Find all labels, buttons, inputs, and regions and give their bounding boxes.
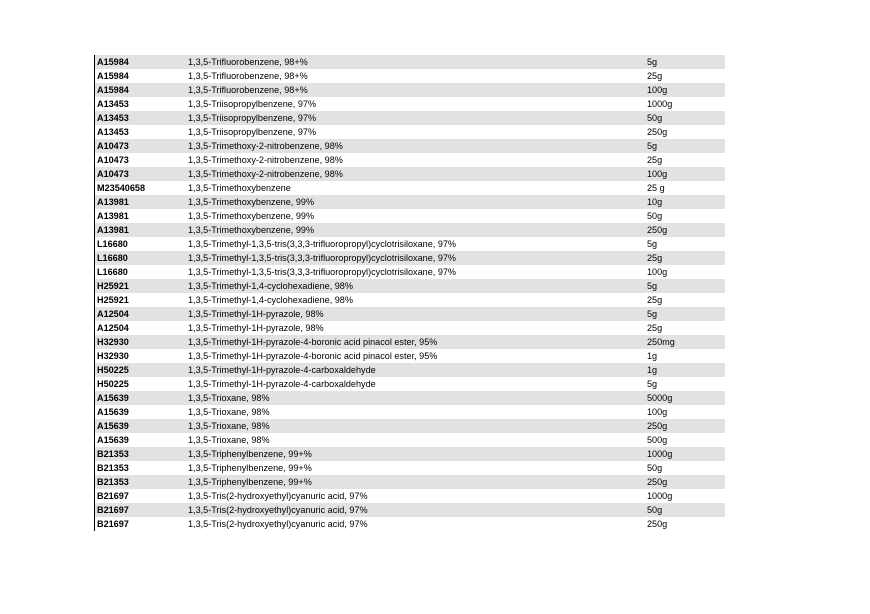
product-table	[94, 55, 725, 531]
product-name-cell: 1,3,5-Trifluorobenzene, 98+%	[188, 85, 308, 95]
product-name-cell: 1,3,5-Trifluorobenzene, 98+%	[188, 71, 308, 81]
table-row	[95, 335, 725, 349]
catalog-code-cell: L16680	[97, 253, 128, 263]
catalog-code-cell: A12504	[97, 309, 129, 319]
pack-size-cell: 5g	[647, 57, 658, 67]
pack-size-cell: 5g	[647, 141, 658, 151]
product-name-cell: 1,3,5-Trimethyl-1H-pyrazole-4-carboxaldehyde	[188, 379, 376, 389]
product-name-cell: 1,3,5-Trimethoxy-2-nitrobenzene, 98%	[188, 141, 343, 151]
catalog-code-cell: A15984	[97, 57, 129, 67]
product-name-cell: 1,3,5-Tris(2-hydroxyethyl)cyanuric acid, 97%	[188, 505, 368, 515]
product-name-cell: 1,3,5-Trioxane, 98%	[188, 435, 270, 445]
catalog-code-cell: A13453	[97, 127, 129, 137]
product-name-cell: 1,3,5-Trimethoxy-2-nitrobenzene, 98%	[188, 169, 343, 179]
table-row	[95, 517, 725, 531]
product-name-cell: 1,3,5-Trimethoxy-2-nitrobenzene, 98%	[188, 155, 343, 165]
catalog-code-cell: A12504	[97, 323, 129, 333]
catalog-code-cell: H50225	[97, 379, 129, 389]
table-row	[95, 489, 725, 503]
pack-size-cell: 5000g	[647, 393, 673, 403]
table-row	[95, 223, 725, 237]
table-row	[95, 475, 725, 489]
table-row	[95, 293, 725, 307]
pack-size-cell: 250g	[647, 421, 668, 431]
product-name-cell: 1,3,5-Tris(2-hydroxyethyl)cyanuric acid, 97%	[188, 519, 368, 529]
table-row	[95, 111, 725, 125]
product-name-cell: 1,3,5-Trimethyl-1,4-cyclohexadiene, 98%	[188, 295, 353, 305]
pack-size-cell: 50g	[647, 211, 663, 221]
catalog-code-cell: B21353	[97, 463, 129, 473]
product-name-cell: 1,3,5-Trimethoxybenzene, 99%	[188, 225, 315, 235]
pack-size-cell: 25g	[647, 253, 663, 263]
table-row	[95, 97, 725, 111]
product-name-cell: 1,3,5-Trioxane, 98%	[188, 393, 270, 403]
pack-size-cell: 25g	[647, 323, 663, 333]
product-name-cell: 1,3,5-Trioxane, 98%	[188, 407, 270, 417]
product-name-cell: 1,3,5-Trimethoxybenzene	[188, 183, 291, 193]
pack-size-cell: 1000g	[647, 449, 673, 459]
table-row	[95, 139, 725, 153]
pack-size-cell: 25g	[647, 295, 663, 305]
pack-size-cell: 50g	[647, 505, 663, 515]
catalog-code-cell: A13453	[97, 99, 129, 109]
table-row	[95, 433, 725, 447]
catalog-code-cell: A15639	[97, 421, 129, 431]
product-name-cell: 1,3,5-Triisopropylbenzene, 97%	[188, 113, 317, 123]
pack-size-cell: 25g	[647, 71, 663, 81]
table-row	[95, 195, 725, 209]
product-name-cell: 1,3,5-Trimethyl-1,3,5-tris(3,3,3-trifluoropropyl)cyclotrisiloxane, 97%	[188, 267, 457, 277]
catalog-code-cell: H25921	[97, 281, 129, 291]
table-row	[95, 125, 725, 139]
product-name-cell: 1,3,5-Trimethoxybenzene, 99%	[188, 197, 315, 207]
pack-size-cell: 25g	[647, 155, 663, 165]
pack-size-cell: 250g	[647, 127, 668, 137]
catalog-code-cell: A10473	[97, 141, 129, 151]
product-name-cell: 1,3,5-Trimethyl-1H-pyrazole-4-boronic acid pinacol ester, 95%	[188, 351, 438, 361]
pack-size-cell: 1g	[647, 365, 658, 375]
catalog-code-cell: B21353	[97, 449, 129, 459]
product-name-cell: 1,3,5-Trioxane, 98%	[188, 421, 270, 431]
pack-size-cell: 5g	[647, 239, 658, 249]
catalog-code-cell: A15639	[97, 393, 129, 403]
catalog-code-cell: H32930	[97, 337, 129, 347]
pack-size-cell: 250g	[647, 477, 668, 487]
table-row	[95, 307, 725, 321]
pack-size-cell: 5g	[647, 379, 658, 389]
table-row	[95, 69, 725, 83]
catalog-code-cell: L16680	[97, 239, 128, 249]
pack-size-cell: 1000g	[647, 491, 673, 501]
table-row	[95, 279, 725, 293]
product-name-cell: 1,3,5-Trimethyl-1,4-cyclohexadiene, 98%	[188, 281, 353, 291]
table-row	[95, 209, 725, 223]
pack-size-cell: 100g	[647, 169, 668, 179]
pack-size-cell: 50g	[647, 113, 663, 123]
catalog-code-cell: A15984	[97, 85, 129, 95]
product-name-cell: 1,3,5-Trimethyl-1H-pyrazole, 98%	[188, 323, 324, 333]
catalog-code-cell: B21697	[97, 519, 129, 529]
table-row	[95, 153, 725, 167]
table-row	[95, 167, 725, 181]
pack-size-cell: 5g	[647, 309, 658, 319]
product-name-cell: 1,3,5-Trimethoxybenzene, 99%	[188, 211, 315, 221]
catalog-code-cell: L16680	[97, 267, 128, 277]
catalog-code-cell: H25921	[97, 295, 129, 305]
product-name-cell: 1,3,5-Triisopropylbenzene, 97%	[188, 99, 317, 109]
table-row	[95, 83, 725, 97]
product-name-cell: 1,3,5-Trimethyl-1,3,5-tris(3,3,3-trifluoropropyl)cyclotrisiloxane, 97%	[188, 253, 457, 263]
product-name-cell: 1,3,5-Trimethyl-1H-pyrazole, 98%	[188, 309, 324, 319]
table-row	[95, 405, 725, 419]
table-row	[95, 181, 725, 195]
product-name-cell: 1,3,5-Triphenylbenzene, 99+%	[188, 477, 312, 487]
pack-size-cell: 250g	[647, 519, 668, 529]
catalog-code-cell: A13981	[97, 197, 129, 207]
pack-size-cell: 1000g	[647, 99, 673, 109]
product-name-cell: 1,3,5-Trifluorobenzene, 98+%	[188, 57, 308, 67]
catalog-code-cell: A13981	[97, 211, 129, 221]
product-name-cell: 1,3,5-Triisopropylbenzene, 97%	[188, 127, 317, 137]
product-name-cell: 1,3,5-Trimethyl-1,3,5-tris(3,3,3-trifluoropropyl)cyclotrisiloxane, 97%	[188, 239, 457, 249]
table-row	[95, 265, 725, 279]
pack-size-cell: 100g	[647, 267, 668, 277]
pack-size-cell: 1g	[647, 351, 658, 361]
catalog-code-cell: B21353	[97, 477, 129, 487]
table-row	[95, 503, 725, 517]
pack-size-cell: 250mg	[647, 337, 675, 347]
table-row	[95, 377, 725, 391]
table-row	[95, 55, 725, 69]
pack-size-cell: 100g	[647, 85, 668, 95]
catalog-code-cell: A13981	[97, 225, 129, 235]
product-name-cell: 1,3,5-Tris(2-hydroxyethyl)cyanuric acid, 97%	[188, 491, 368, 501]
product-name-cell: 1,3,5-Trimethyl-1H-pyrazole-4-carboxaldehyde	[188, 365, 376, 375]
catalog-code-cell: M23540658	[97, 183, 146, 193]
pack-size-cell: 50g	[647, 463, 663, 473]
catalog-code-cell: A13453	[97, 113, 129, 123]
table-row	[95, 349, 725, 363]
catalog-code-cell: A10473	[97, 155, 129, 165]
table-row	[95, 363, 725, 377]
catalog-code-cell: A15984	[97, 71, 129, 81]
table-row	[95, 237, 725, 251]
table-row	[95, 391, 725, 405]
product-name-cell: 1,3,5-Trimethyl-1H-pyrazole-4-boronic acid pinacol ester, 95%	[188, 337, 438, 347]
pack-size-cell: 250g	[647, 225, 668, 235]
catalog-code-cell: A15639	[97, 407, 129, 417]
catalog-code-cell: H50225	[97, 365, 129, 375]
table-row	[95, 419, 725, 433]
pack-size-cell: 5g	[647, 281, 658, 291]
product-name-cell: 1,3,5-Triphenylbenzene, 99+%	[188, 463, 312, 473]
pack-size-cell: 25 g	[647, 183, 665, 193]
pack-size-cell: 10g	[647, 197, 663, 207]
catalog-code-cell: H32930	[97, 351, 129, 361]
pack-size-cell: 500g	[647, 435, 668, 445]
table-row	[95, 461, 725, 475]
product-name-cell: 1,3,5-Triphenylbenzene, 99+%	[188, 449, 312, 459]
table-row	[95, 251, 725, 265]
catalog-code-cell: B21697	[97, 505, 129, 515]
catalog-code-cell: B21697	[97, 491, 129, 501]
table-row	[95, 321, 725, 335]
catalog-code-cell: A10473	[97, 169, 129, 179]
table-row	[95, 447, 725, 461]
pack-size-cell: 100g	[647, 407, 668, 417]
catalog-code-cell: A15639	[97, 435, 129, 445]
